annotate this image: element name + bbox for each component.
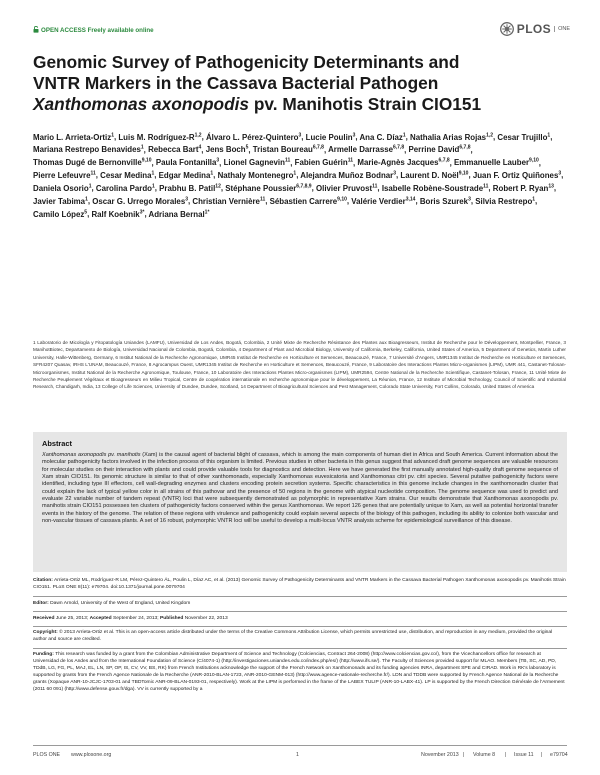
title-species: Xanthomonas axonopodis	[33, 94, 250, 114]
access-label: ACCESS	[60, 27, 86, 34]
author-affiliation-mark: 4	[198, 144, 202, 151]
author[interactable]	[33, 184, 91, 193]
author-affiliation-mark: 13	[548, 183, 554, 190]
author-name: Ralf Koebnik	[91, 209, 140, 219]
author[interactable]	[420, 197, 471, 206]
author[interactable]	[33, 145, 144, 154]
accepted-label: Accepted	[89, 616, 112, 621]
footer-sep: |	[505, 752, 507, 758]
author-name: Valérie Verdier	[351, 196, 406, 206]
author-affiliation-mark: 11	[483, 183, 489, 190]
citation	[33, 578, 566, 592]
author-name: Camilo López	[33, 209, 85, 219]
author-name: Juan F. Ortiz Quiñones	[472, 171, 559, 181]
author[interactable]	[410, 133, 493, 142]
divider	[33, 611, 567, 612]
author[interactable]	[33, 158, 151, 167]
author[interactable]	[400, 171, 468, 180]
author-name: Silvia Restrepo	[475, 196, 533, 206]
title-line-2: VNTR Markers in the Cassava Bacterial Pathogen	[33, 73, 439, 93]
author-affiliation-mark: 11	[372, 183, 378, 190]
open-access-badge[interactable]	[33, 26, 154, 34]
copyright	[33, 630, 566, 644]
abstract-body: (Xam) is the causal agent of bacterial blight of cassava, which is among the main components of human diet in Africa and South America. Current information about the molecular pathogenicity factors involved in the infection process of this organism is limited. Previous studies in other bacteria in this genus suggest that advanced draft genome sequences are valuable resources for molecular studies on their interaction with plants and could provide valuable tools for diagnostics and detection. Here we have generated the first manually annotated high-quality draft genome sequence of Xam strain CIO151. Its genomic structure is similar to that of other xanthomonads, especially Xanthomonas euvesicatoria and Xanthomonas citri pv. citri species. Several putative pathogenicity factors were identified, including type III effectors, cell wall-degrading enzymes and clusters encoding protein secretion systems. Specific characteristics in this genome include changes in the xanthomonadin cluster that could explain the lack of typical yellow color in all strains of this pathovar and the presence of 50 regions in the genome with atypical nucleotide composition. The genome sequence was used to predict and evaluate 22 variable number of tandem repeat (VNTR) loci that were subsequently demonstrated as polymorphic in representative Xam strains. Our results demonstrate that Xanthomonas axonopodis pv. manihotis strain CIO151 possesses ten clusters of pathogenicity factors conserved within the genus Xanthomonas. We report 126 genes that are potentially unique to Xam, as well as potential horizontal transfer events in the history of the genome. The relation of these regions with virulence and pathogenicity could explain several aspects of the biology of this pathogen, including its ability to colonize both vascular and non-vascular tissues of cassava plants. A set of 16 robust, polymorphic VNTR loci will be useful to develop a multi-locus VNTR analysis scheme for epidemiological surveillance of this disease.	[42, 452, 558, 525]
author-name: Marie-Agnès Jacques	[357, 158, 439, 168]
author[interactable]	[159, 184, 221, 193]
author[interactable]	[33, 171, 96, 180]
author[interactable]	[270, 197, 347, 206]
author[interactable]	[253, 145, 324, 154]
open-lock-icon	[33, 26, 39, 33]
author[interactable]	[382, 184, 489, 193]
author-affiliation-mark: 1,2	[194, 132, 202, 138]
author-name: Ana C. Díaz	[359, 132, 403, 142]
plos-one-logo[interactable]	[500, 22, 570, 36]
footer-sep: |	[541, 752, 543, 758]
author-name: Sébastien Carrere	[269, 196, 338, 206]
author[interactable]	[148, 145, 201, 154]
author-affiliation-mark: 11	[259, 196, 266, 203]
author-name: Perrine David	[408, 145, 460, 155]
author[interactable]	[473, 171, 561, 180]
author[interactable]	[206, 133, 301, 142]
author-list: Mario L. Arrieta-Ortiz$^1$, Luis M. Rodríguez-$R^{1,2}$, Álvaro L. Pérez-Quintero$^3$, Lucie Poulin$^3$, Ana C. Díaz$^1$, Nathalia Arias Rojas$^{1,2}$, Cesar Trujillo$^1$, Mariana Restrepo Benavides$^1$, Rebecca Bart$^4$, Jens Boch$^5$, Tristan Boureau$^{6,7,8}$, Armelle Darrasse$^{6,7,8}$, Perrine David$^{6,7,8}$, Thomas Dugé de Bernonville$^{9,10}$, Paula Fontanilla$^3$, Lionel Gagnevin$^{11}$, Fabien Guérin$^{11}$, Marie-Agnès Jacques$^{6,7,8}$, Emmanuelle Lauber$^{9,10}$, Pierre Lefeuvre$^{11}$, Cesar Medina$^1$, Edgar Medina$^1$, Nathaly Montenegro$^1$, Alejandra Muñoz Bodnar$^3$, Laurent D. Noël$^{9,10}$, Juan F. Ortiz Quiñones$^3$, Daniela Osorio$^1$, Carolina Pardo$^1$, Prabhu B. Patil$^{12}$, Stéphane Poussier$^{6,7,8,9}$, Olivier Pruvost$^{11}$, Isabelle Robène-Soustrade$^{11}$, Robert P. Ryan$^{13}$, Javier Tabima$^1$, Oscar G. Urrego Morales$^3$, Christian Vernière$^{11}$, Sébastien Carrere$^{9,10}$, Valérie Verdier$^{3,14}$, Boris Szurek$^3$, Silvia Restrepo$^1$, Camilo López$^5$, Ralf Koebnik$^{3*}$, Adriana Bernal$^{1*}$	[33, 132, 564, 219]
footer-url[interactable]: www.plosone.org	[71, 752, 112, 758]
freely-available-label: Freely available online	[87, 27, 154, 34]
author-affiliation-mark: 3	[468, 196, 471, 203]
author-name: Boris Szurek	[419, 196, 469, 206]
author-name: Mario L. Arrieta-Ortiz	[33, 132, 112, 142]
abstract-text	[42, 452, 558, 525]
abstract-box	[33, 432, 567, 572]
author-name: Thomas Dugé de Bernonville	[33, 158, 142, 168]
author-name: Álvaro L. Pérez-Quintero	[205, 132, 299, 142]
copyright-label: Copyright:	[33, 630, 58, 635]
footer-date: November 2013	[421, 752, 459, 758]
author-affiliation-mark: 9,10	[141, 157, 152, 164]
author[interactable]	[118, 133, 201, 142]
author[interactable]	[328, 145, 404, 154]
author-affiliation-mark: 3	[185, 196, 188, 203]
author-name: Adriana Bernal	[148, 209, 205, 219]
author[interactable]	[218, 171, 297, 180]
author[interactable]	[493, 184, 554, 193]
author[interactable]	[192, 197, 265, 206]
author-name: Mariana Restrepo Benavides	[33, 145, 141, 155]
funding-label: Funding:	[33, 652, 54, 657]
author-affiliation-mark: 5	[84, 208, 88, 215]
author-affiliation-mark: 11	[284, 157, 291, 164]
author-name: Nathalia Arias Rojas	[410, 132, 487, 142]
author-name: Cesar Medina	[100, 171, 152, 181]
author-affiliation-mark: 3	[298, 132, 302, 138]
citation-text: Arrieta-Ortiz ML, Rodríguez-R LM, Pérez-Quintero ÁL, Poulin L, Díaz AC, et al. (2013) Genomic Survey of Pathogenicity Determinants and VNTR Markers in the Cassava Bacterial Pathogen Xanthomonas axonopodis pv. Manihotis Strain CIO151. PLoS ONE 8(11): e79704. doi:10.1371/journal.pone.0079704	[33, 578, 566, 590]
divider	[33, 626, 567, 627]
author-name: Emmanuelle Lauber	[454, 158, 530, 168]
author-affiliation-mark: 9,10	[529, 157, 539, 164]
abstract-species: Xanthomonas axonopodis pv. manihotis	[42, 452, 141, 458]
footer-journal: PLOS ONE	[33, 752, 61, 758]
author-name: Isabelle Robène-Soustrade	[381, 183, 484, 193]
author-affiliation-mark: 11	[90, 170, 96, 177]
abstract-heading: Abstract	[42, 439, 72, 448]
author-affiliation-mark: 6,7,8	[459, 144, 471, 151]
affiliations: 1 Laboratorio de Micología y Fitopatología Uniandes (LAMFU), Universidad de Los Andes, Bogotá, Colombia, 2 Unité Mixte de Recherche Résistance des Plantes aux Bioagresseurs, Institut de Recherche pour le Développement, Montpellier, France, 3 ManihotBiotec, Departamento de Biología, Universidad Nacional de Colombia, Bogotá, Colombia, 4 Department of Plant and Microbial Biology, University of California, Berkeley, California, United States of America, 5 Department of Genetics, Martin Luther University, Halle-Wittenberg, Germany, 6 Institut National de la Recherche Agronomique, UMR45 Institut de Recherche en Horticulture et Semences, Beaucouzé, France, 7 Université d'Angers, UMR1345 Institut de Recherche en Horticulture et Semences, SFR4207 Quasav, IRHS L'UNAM, Beaucouzé, France, 8 Agrocampus Ouest, UMR1345 Institut de Recherche en Horticulture et Semences, Beaucouzé, France, 9 Laboratoire des Interactions Plantes Micro-organismes (LIPM), UMR 441, Castanet-Tolosan-Microorganismes, Institut National de la Recherche Agronomique, Toulouse, France, 10 Laboratoire des Interactions Plantes Micro-organismes (LIPM), UMR2594, Centre National de la Recherche Scientifique, Castanet-Tolosan, France, 11 Unité Mixte de Recherche Peuplement Végétaux et Bioagresseurs en Milieu Tropical, Centre de coopération internationale en recherche agronomique pour le développement, La Réunion, France, 12 Institute of Microbial Technology, Council of Scientific and Industrial Research, Chandigarh, India, 13 College of Life Sciences, University of Dundee, Dundee, Scotland, 14 Department of Bioagricultural Sciences and Pest Management, Colorado State University, Fort Collins, Colorado, United States of America	[33, 340, 566, 390]
journal-header	[33, 22, 570, 38]
author-name: Olivier Pruvost	[315, 183, 373, 193]
published-date: November 22, 2013	[184, 616, 228, 621]
author[interactable]	[159, 171, 214, 180]
author-affiliation-mark: 1	[111, 132, 114, 138]
author-affiliation-mark: 9,10	[458, 170, 469, 177]
editor-label: Editor:	[33, 601, 49, 606]
divider	[33, 648, 567, 649]
author[interactable]	[295, 158, 353, 167]
author[interactable]	[497, 133, 550, 142]
title-line-1: Genomic Survey of Pathogenicity Determinants and	[33, 52, 460, 72]
author-name: Luis M. Rodríguez-R	[118, 132, 195, 142]
footer-divider	[33, 745, 567, 746]
author[interactable]	[33, 197, 88, 206]
author[interactable]	[454, 158, 539, 167]
author-name: Christian Vernière	[192, 196, 260, 206]
author[interactable]	[206, 145, 249, 154]
author-affiliation-mark: 1	[140, 144, 144, 151]
divider	[33, 596, 567, 597]
author[interactable]	[409, 145, 471, 154]
editor	[33, 601, 566, 608]
author[interactable]	[96, 184, 155, 193]
funding-text: This research was funded by a grant from the Colombian Administrative Department of Science and Technology (Colciencias, Contract 264-2008) (http://www.colciencias.gov.co/), from the Vicechancellors office for research at Universidad de los Andes and from the International Foundation of Science (C/4074-1) (http://investigaciones.uniandes.edu.co/index.php/es/) (http://www.ifs.se/). The Faculty of Sciences provided support for MLAO. Members (TB, SC, AD, PD, TDdB, LG, FG, PL, MAJ, EL, LN, SP, OP, IS, CV, VV, BS, RK) from French Institutions acknowledge the support of the French Network on Xanthomonads and its funding agencies INRA, department SPE and CIRAD. Work in RK's laboratory is supported by grants from the French Agence Nationale de la Recherche (ANR-2010-BLAN-1723, ANR-2010-GENM-013) (http://www.agence-nationale-recherche.fr/). LDN and TDDB were supported by French Agence National de la Recherche grants (Xopaque ANR-10-JCJC-1703-01 and TBDTomic ANR-09-BLAN-0193-01, respectively). Work at the LIPM is performed in the frame of the LABEX TULIP (ANR-10-LABX-41). LP is supported by the French Direction Générale de l'Armement (2011 60 091) (http://www.defense.gouv.fr/dga). VV is currently supported by a	[33, 652, 565, 692]
author-affiliation-mark: 5	[245, 144, 249, 151]
author-affiliation-mark: 1	[293, 170, 297, 177]
citation-label: Citation:	[33, 578, 53, 583]
author-name: Lionel Gagnevin	[223, 158, 285, 168]
received-label: Received	[33, 616, 55, 621]
author[interactable]	[92, 197, 188, 206]
author-affiliation-mark: 1	[210, 170, 214, 177]
author-name: Lucie Poulin	[305, 132, 353, 142]
funding	[33, 652, 566, 693]
author-affiliation-mark: 6,7,8	[392, 144, 405, 151]
author-affiliation-mark: 3	[393, 170, 397, 177]
author-name: Oscar G. Urrego Morales	[92, 196, 186, 206]
footer-article-id: e79704	[550, 752, 568, 758]
author[interactable]	[224, 158, 291, 167]
author-affiliation-mark: 3,14	[405, 196, 416, 203]
author[interactable]	[225, 184, 311, 193]
footer-sep: |	[463, 752, 465, 758]
author-affiliation-mark: 12	[215, 183, 221, 190]
author-affiliation-mark: 1	[402, 132, 406, 138]
author-affiliation-mark: 1	[152, 183, 155, 190]
author[interactable]	[156, 158, 219, 167]
author-name: Edgar Medina	[158, 171, 211, 181]
author-name: Laurent D. Noël	[400, 171, 459, 181]
copyright-text: © 2013 Arrieta-Ortiz et al. This is an open-access article distributed under the terms of the Creative Commons Attribution License, which permits unrestricted use, distribution, and reproduction in any medium, provided the original author and source are credited.	[33, 630, 553, 642]
article-title	[33, 52, 566, 115]
author-affiliation-mark: 11	[347, 157, 353, 164]
accepted-date: September 24, 2013;	[112, 616, 159, 621]
author-name: Pierre Lefeuvre	[33, 171, 91, 181]
author-affiliation-mark: 1,2	[486, 132, 494, 138]
author[interactable]	[91, 210, 144, 219]
author-name: Armelle Darrasse	[328, 145, 393, 155]
author[interactable]	[475, 197, 535, 206]
one-wordmark: ONE	[554, 26, 570, 32]
author-affiliation-mark: 9,10	[337, 196, 347, 203]
author-affiliation-mark: 3	[352, 132, 356, 138]
author-affiliation-mark: 6,7,8	[312, 144, 324, 151]
author-affiliation-mark: 6,7,8	[438, 157, 450, 164]
author[interactable]	[300, 171, 396, 180]
author-affiliation-mark: 3*	[139, 208, 145, 215]
author[interactable]	[306, 133, 356, 142]
author[interactable]	[33, 133, 114, 142]
author-name: Paula Fontanilla	[155, 158, 217, 168]
author-affiliation-mark: 1	[532, 196, 536, 203]
editor-text: Dawn Arnold, University of the West of England, United Kingdom	[50, 601, 191, 606]
received-date: June 25, 2013;	[55, 616, 89, 621]
author[interactable]	[100, 171, 154, 180]
plos-wordmark: PLOS	[516, 22, 552, 36]
author-affiliation-mark: 1*	[204, 208, 210, 215]
publication-dates	[33, 616, 566, 623]
author-name: Jens Boch	[205, 145, 246, 155]
author-name: Javier Tabima	[33, 196, 86, 206]
title-line-3: pv. Manihotis Strain CIO151	[253, 94, 482, 114]
author-name: Tristan Boureau	[252, 145, 313, 155]
author[interactable]	[33, 210, 87, 219]
author[interactable]	[316, 184, 377, 193]
author-name: Stéphane Poussier	[225, 183, 297, 193]
author-affiliation-mark: 1	[88, 183, 92, 190]
author-affiliation-mark: 1	[151, 170, 155, 177]
author[interactable]	[351, 197, 415, 206]
author-name: Alejandra Muñoz Bodnar	[300, 171, 394, 181]
author-name: Robert P. Ryan	[492, 183, 549, 193]
author-name: Cesar Trujillo	[497, 132, 548, 142]
author-name: Fabien Guérin	[294, 158, 348, 168]
author-name: Daniela Osorio	[33, 183, 89, 193]
page-number: 1	[296, 752, 299, 758]
author-affiliation-mark: 3	[558, 170, 562, 177]
author-name: Carolina Pardo	[95, 183, 152, 193]
author-name: Prabhu B. Patil	[159, 183, 216, 193]
author-affiliation-mark: 1	[85, 196, 88, 203]
author[interactable]	[357, 158, 449, 167]
published-label: Published	[160, 616, 184, 621]
author-name: Nathaly Montenegro	[217, 171, 294, 181]
plos-logo-icon	[500, 22, 514, 36]
footer-issue: Issue 11	[514, 752, 534, 758]
author-affiliation-mark: 1	[547, 132, 551, 138]
author[interactable]	[149, 210, 210, 219]
footer-volume: Volume 8	[473, 752, 496, 758]
author-affiliation-mark: 3	[216, 157, 220, 164]
page-footer	[33, 752, 566, 760]
author-affiliation-mark: 6,7,8,9	[296, 183, 312, 190]
open-label: OPEN	[41, 27, 59, 34]
author-name: Rebecca Bart	[148, 145, 199, 155]
author[interactable]	[359, 133, 405, 142]
